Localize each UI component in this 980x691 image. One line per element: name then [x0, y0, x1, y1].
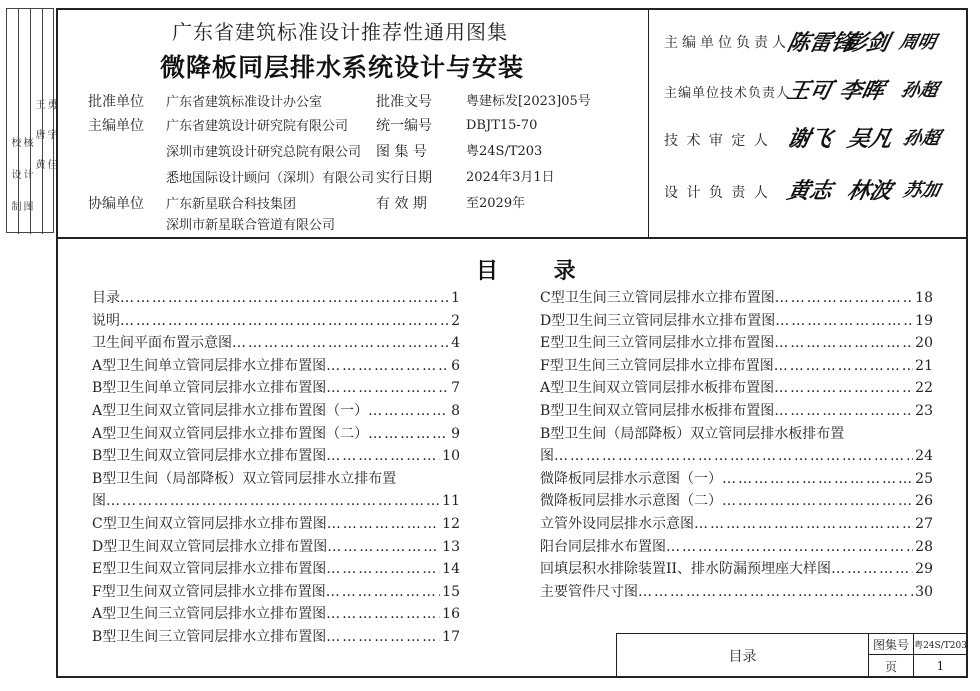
approval-unit: 广东省建筑标准设计办公室	[166, 95, 323, 110]
toc-entry-leader-dots	[326, 446, 440, 467]
title-block-atlas-no: 粤24S/T203	[913, 633, 968, 655]
toc-entry[interactable]	[540, 356, 933, 377]
impl-date: 2024年3月1日	[466, 170, 555, 185]
toc-entry[interactable]	[92, 514, 460, 535]
toc-entry[interactable]	[92, 582, 460, 603]
side-signature-strip	[6, 8, 54, 233]
toc-entry-leader-dots	[232, 333, 449, 354]
toc-entry-page: 24	[915, 448, 933, 465]
toc-entry-title: 图	[540, 448, 554, 465]
toc-entry-title: D型卫生间双立管同层排水立排布置图	[92, 538, 328, 555]
chief-unit-1: 广东省建筑设计研究院有限公司	[166, 119, 349, 134]
toc-entry-leader-dots	[326, 582, 440, 603]
role-design-lead: 设 计 负 责 人	[664, 185, 770, 201]
toc-entry-title: A型卫生间双立管同层排水板排布置图	[540, 380, 775, 397]
toc-entry-title: 卫生间平面布置示意图	[92, 335, 232, 352]
toc-entry-page: 7	[451, 380, 460, 397]
title-block-atlas-label: 图集号	[868, 633, 914, 655]
unified-no: DBJT15-70	[466, 118, 538, 133]
toc-entry[interactable]	[540, 559, 933, 580]
toc-entry-title: A型卫生间双立管同层排水立排布置图（一）	[92, 403, 369, 419]
toc-entry[interactable]	[540, 378, 933, 399]
toc-entry-title: E型卫生间三立管同层排水立排布置图	[540, 335, 775, 352]
toc-entry-title: F型卫生间双立管同层排水立排布置图	[92, 583, 326, 600]
role-chief-tech-head: 主编单位技术负责人	[664, 86, 791, 101]
toc-entry-title: B型卫生间（局部降板）双立管同层排水立排布置	[92, 470, 397, 487]
toc-entry-page: 19	[915, 312, 933, 329]
header-divider	[56, 237, 968, 239]
header-vertical-divider	[648, 8, 649, 238]
side-col-4	[43, 9, 54, 234]
side-label-figure: 图	[21, 201, 32, 217]
toc-entry-title: 目录	[92, 290, 120, 306]
toc-entry-leader-dots	[368, 424, 449, 445]
toc-entry-page: 8	[451, 403, 460, 419]
signature-1-1: 陈雷锋	[784, 30, 857, 56]
toc-entry-page: 27	[915, 516, 933, 532]
toc-entry-page: 18	[915, 290, 933, 306]
toc-entry-page: 29	[915, 561, 933, 578]
header-title-line1: 广东省建筑标准设计推荐性通用图集	[172, 20, 508, 44]
signature-4-1: 黄志	[784, 178, 835, 204]
signature-2-2: 李晖	[836, 78, 887, 104]
toc-entry-title: E型卫生间双立管同层排水立排布置图	[92, 561, 327, 578]
side-label-plan: 计	[21, 169, 32, 185]
side-label-review: 核	[21, 137, 32, 153]
atlas-no-label: 图 集 号	[376, 144, 427, 160]
toc-entry-title: B型卫生间双立管同层排水立排布置图	[92, 448, 327, 465]
toc-entry[interactable]	[540, 446, 933, 467]
toc-entry[interactable]	[92, 627, 460, 648]
co-unit-label: 协编单位	[88, 196, 144, 212]
toc-entry-page: 30	[915, 583, 933, 600]
side-col-3	[31, 9, 43, 234]
toc-entry-page: 12	[442, 516, 460, 532]
toc-entry-leader-dots	[666, 537, 913, 558]
signature-3-1: 谢飞	[784, 126, 835, 152]
toc-entry-leader-dots	[326, 378, 449, 399]
toc-entry-title: A型卫生间单立管同层排水立排布置图	[92, 357, 327, 374]
side-name-5: 宇	[45, 129, 56, 145]
side-name-3: 黄	[33, 159, 44, 175]
toc-entry[interactable]	[540, 424, 933, 445]
side-name-4: 勇	[45, 99, 56, 115]
co-unit-1: 广东新星联合科技集团	[166, 197, 297, 212]
toc-entry-title: B型卫生间（局部降板）双立管同层排水板排布置	[540, 425, 845, 442]
signature-4-3: 苏加	[901, 180, 942, 201]
toc-entry-title: 阳台同层排水布置图	[540, 538, 666, 555]
toc-entry[interactable]	[92, 604, 460, 625]
valid-period: 至2029年	[466, 196, 526, 211]
toc-entry[interactable]	[92, 469, 460, 490]
toc-entry[interactable]	[540, 514, 933, 535]
valid-label: 有 效 期	[376, 196, 427, 212]
toc-entry[interactable]	[540, 582, 933, 603]
toc-entry-page: 23	[915, 403, 933, 419]
signature-3-3: 孙超	[901, 128, 942, 149]
title-block-page-label: 页	[868, 654, 914, 678]
role-tech-reviewer: 技 术 审 定 人	[664, 133, 770, 149]
toc-entry-leader-dots	[774, 401, 913, 422]
doc-no-label: 批准文号	[376, 94, 432, 110]
toc-entry[interactable]	[540, 288, 933, 309]
toc-entry-leader-dots	[722, 491, 913, 512]
atlas-no: 粤24S/T203	[466, 144, 543, 159]
toc-entry[interactable]	[92, 401, 460, 422]
toc-entry-page: 25	[915, 470, 933, 487]
chief-unit-label: 主编单位	[88, 118, 144, 134]
toc-entry-title: A型卫生间双立管同层排水立排布置图（二）	[92, 425, 369, 442]
side-name-1: 王	[33, 99, 44, 115]
toc-title: 目 录	[476, 258, 600, 284]
toc-entry-page: 11	[442, 493, 460, 510]
toc-entry[interactable]	[92, 559, 460, 580]
toc-entry-leader-dots	[327, 514, 440, 535]
toc-entry[interactable]	[92, 424, 460, 445]
signature-2-1: 王可	[784, 78, 835, 104]
toc-entry-leader-dots	[326, 627, 440, 648]
toc-entry[interactable]	[92, 491, 460, 512]
toc-entry-leader-dots	[120, 311, 449, 332]
toc-entry-title: 图	[92, 493, 106, 510]
unified-no-label: 统一编号	[376, 118, 432, 134]
signature-1-2: 彭剑	[841, 30, 892, 56]
co-unit-2: 深圳市新星联合管道有限公司	[166, 218, 336, 233]
role-chief-unit-head: 主编单位负责人	[664, 35, 790, 51]
toc-entry-page: 9	[451, 425, 460, 442]
toc-entry-page: 1	[451, 290, 460, 306]
toc-entry-page: 22	[915, 380, 933, 397]
title-block-name: 目录	[616, 633, 868, 678]
toc-entry-page: 17	[442, 629, 460, 645]
toc-entry[interactable]	[540, 537, 933, 558]
toc-entry[interactable]	[92, 333, 460, 354]
toc-entry-title: C型卫生间三立管同层排水立排布置图	[540, 290, 775, 306]
toc-entry-leader-dots	[722, 469, 913, 490]
toc-entry[interactable]	[92, 446, 460, 467]
toc-entry-page: 15	[442, 583, 460, 600]
toc-entry-leader-dots	[774, 356, 913, 377]
signature-3-2: 吴凡	[844, 126, 895, 152]
toc-entry-page: 6	[451, 357, 460, 374]
toc-entry[interactable]	[540, 491, 933, 512]
toc-entry-leader-dots	[694, 514, 913, 535]
toc-entry-leader-dots	[326, 604, 440, 625]
side-name-6: 佳	[45, 159, 56, 175]
toc-entry-title: 主要管件尺寸图	[540, 583, 638, 600]
toc-entry[interactable]	[540, 401, 933, 422]
toc-entry[interactable]	[540, 469, 933, 490]
toc-entry[interactable]	[92, 311, 460, 332]
side-label-check: 校	[9, 137, 20, 153]
side-col-2	[19, 9, 31, 234]
toc-entry-title: B型卫生间单立管同层排水立排布置图	[92, 380, 327, 397]
toc-entry-title: D型卫生间三立管同层排水立排布置图	[540, 312, 776, 329]
title-block-page-no: 1	[913, 654, 968, 678]
toc-entry-page: 13	[442, 538, 460, 555]
chief-unit-2: 深圳市建筑设计研究总院有限公司	[166, 145, 362, 160]
toc-entry-title: 微降板同层排水示意图（二）	[540, 493, 722, 510]
toc-entry-title: 回填层积水排除装置II、排水防漏预埋座大样图	[540, 561, 832, 578]
signature-1-3: 周明	[897, 32, 938, 53]
side-label-design: 设	[9, 169, 20, 185]
toc-entry-leader-dots	[326, 356, 449, 377]
signature-4-2: 林波	[844, 178, 895, 204]
toc-entry-page: 26	[915, 493, 933, 510]
doc-no: 粤建标发[2023]05号	[466, 94, 591, 109]
toc-entry-page: 4	[451, 335, 460, 352]
toc-entry-title: 说明	[92, 312, 120, 329]
side-label-draw: 制	[9, 201, 20, 217]
toc-entry-title: 微降板同层排水示意图（一）	[540, 470, 722, 487]
approval-unit-label: 批准单位	[88, 94, 144, 110]
toc-entry-leader-dots	[774, 378, 913, 399]
toc-entry-page: 16	[442, 606, 460, 623]
toc-entry[interactable]	[92, 356, 460, 377]
side-name-2: 唐	[33, 129, 44, 145]
toc-entry-leader-dots	[327, 537, 440, 558]
header-title-line2: 微降板同层排水系统设计与安装	[160, 53, 525, 82]
toc-entry-leader-dots	[774, 333, 913, 354]
toc-entry-title: F型卫生间三立管同层排水立排布置图	[540, 357, 774, 374]
toc-entry-page: 20	[915, 335, 933, 352]
toc-entry-page: 2	[451, 312, 460, 329]
signature-2-3: 孙超	[899, 80, 940, 101]
toc-entry-title: B型卫生间双立管同层排水板排布置图	[540, 403, 775, 419]
chief-unit-3: 悉地国际设计顾问（深圳）有限公司	[166, 171, 375, 186]
toc-entry-leader-dots	[831, 559, 913, 580]
side-col-1	[7, 9, 19, 234]
toc-entry-leader-dots	[326, 559, 440, 580]
toc-entry-title: B型卫生间三立管同层排水立排布置图	[92, 629, 327, 645]
toc-entry-leader-dots	[106, 491, 440, 512]
toc-entry-page: 10	[442, 448, 460, 465]
toc-entry-leader-dots	[120, 288, 449, 309]
toc-entry-page: 14	[442, 561, 460, 578]
toc-entry-leader-dots	[554, 446, 913, 467]
toc-entry-leader-dots	[368, 401, 449, 422]
impl-date-label: 实行日期	[376, 170, 432, 186]
toc-entry-leader-dots	[775, 288, 913, 309]
toc-entry-title: 立管外设同层排水示意图	[540, 516, 694, 532]
toc-entry-page: 21	[915, 357, 933, 374]
toc-entry[interactable]	[92, 537, 460, 558]
toc-entry[interactable]	[540, 311, 933, 332]
toc-entry[interactable]	[540, 333, 933, 354]
toc-entry-leader-dots	[638, 582, 913, 603]
toc-entry-title: C型卫生间双立管同层排水立排布置图	[92, 516, 327, 532]
toc-entry-page: 28	[915, 538, 933, 555]
toc-entry[interactable]	[92, 378, 460, 399]
toc-entry[interactable]	[92, 288, 460, 309]
toc-entry-leader-dots	[775, 311, 913, 332]
toc-entry-title: A型卫生间三立管同层排水立排布置图	[92, 606, 327, 623]
